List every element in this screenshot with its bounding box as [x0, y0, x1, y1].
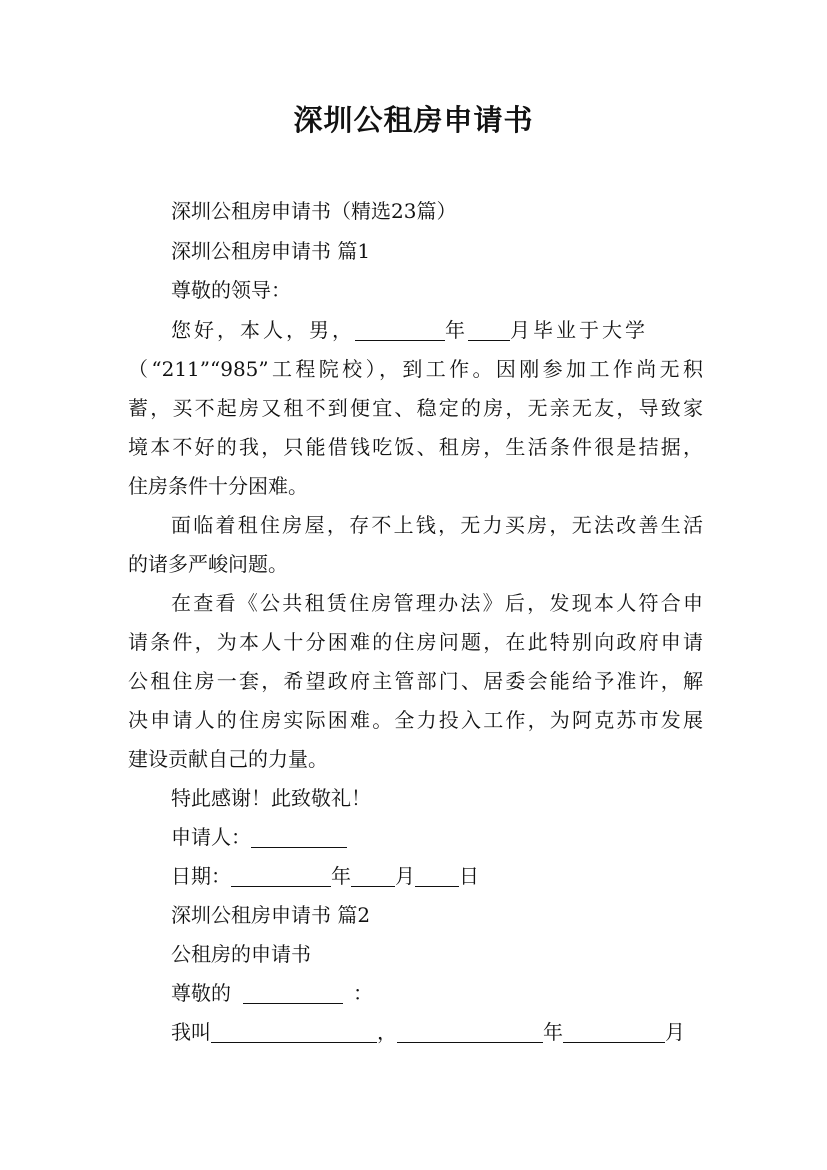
name-blank — [211, 1022, 377, 1043]
blank-line — [355, 320, 445, 341]
section-1-paragraph-3-line-1: 在查看《公共租赁住房管理办法》后，发现本人符合申 — [171, 591, 703, 615]
section-1-paragraph-1-line-4: 境本不好的我，只能借钱吃饭、租房，生活条件很是拮据， — [128, 435, 703, 459]
year-label: 年 — [543, 1020, 563, 1044]
comma: ， — [377, 1020, 397, 1044]
text-span: 月毕业于大学 — [510, 318, 648, 342]
section-2-salutation — [171, 978, 746, 1008]
date-day-blank — [415, 866, 459, 887]
section-1-heading: 深圳公租房申请书 篇1 — [171, 239, 371, 263]
section-1-paragraph-1-line-2: （“211”“985”工程院校），到工作。因刚参加工作尚无积 — [128, 357, 703, 381]
section-2-title: 公租房的申请书 — [171, 942, 311, 966]
date-month-blank — [351, 866, 395, 887]
intro-line: 深圳公租房申请书（精选23篇） — [171, 199, 457, 223]
document-title: 深圳公租房申请书 — [293, 103, 534, 137]
salutation-colon: ： — [353, 981, 373, 1005]
month-blank — [563, 1022, 665, 1043]
section-1-paragraph-1-line-5: 住房条件十分困难。 — [128, 474, 308, 498]
date-year-label: 年 — [331, 864, 351, 888]
date-day-label: 日 — [459, 864, 479, 888]
section-1-paragraph-3-line-3: 公租住房一套，希望政府主管部门、居委会能给予准许，解 — [128, 669, 703, 693]
section-1-paragraph-3-line-2: 请条件，为本人十分困难的住房问题，在此特别向政府申请 — [128, 630, 703, 654]
section-1-paragraph-3-line-4: 决申请人的住房实际困难。全力投入工作，为阿克苏市发展 — [128, 708, 703, 732]
date-month-label: 月 — [395, 864, 415, 888]
name-label: 我叫 — [171, 1020, 211, 1044]
section-1-salutation: 尊敬的领导： — [171, 278, 291, 302]
date-year-blank — [231, 866, 331, 887]
section-1-date-line — [171, 861, 746, 891]
section-1-paragraph-1-line-1 — [171, 315, 703, 345]
section-1-paragraph-2-line-2: 的诸多严峻问题。 — [128, 552, 288, 576]
section-1-paragraph-1-line-3: 蓄，买不起房又租不到便宜、稳定的房，无亲无友，导致家 — [128, 396, 703, 420]
applicant-label: 申请人： — [171, 825, 251, 849]
section-2-heading: 深圳公租房申请书 篇2 — [171, 903, 371, 927]
year-blank — [397, 1022, 543, 1043]
salutation-text: 尊敬的 — [171, 981, 231, 1005]
month-label: 月 — [665, 1020, 685, 1044]
text-span: 年 — [445, 318, 468, 342]
applicant-blank — [251, 827, 347, 848]
section-1-thanks: 特此感谢！此致敬礼！ — [171, 786, 371, 810]
date-label: 日期： — [171, 864, 231, 888]
salutation-blank — [243, 983, 343, 1004]
text-span: 您好，本人，男， — [171, 318, 355, 342]
blank-line — [468, 320, 510, 341]
section-1-paragraph-3-line-5: 建设贡献自己的力量。 — [128, 747, 328, 771]
section-1-paragraph-2-line-1: 面临着租住房屋，存不上钱，无力买房，无法改善生活 — [171, 513, 703, 537]
section-2-line-1 — [171, 1017, 746, 1047]
section-1-applicant-line — [171, 822, 746, 852]
